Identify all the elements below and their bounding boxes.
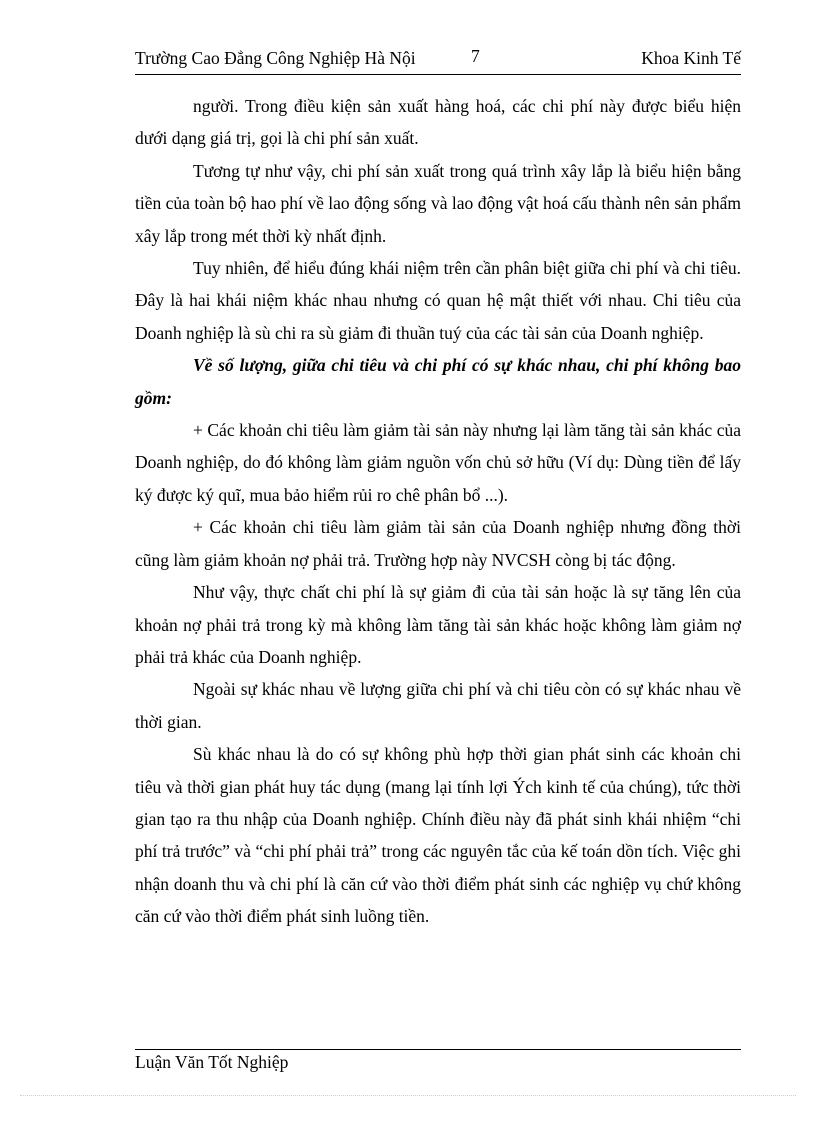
- page-header: [135, 48, 741, 75]
- paragraph: Tuy nhiên, để hiểu đúng khái niệm trên cần phân biệt giữa chi phí và chi tiêu. Đây là hai khái niệm khác nhau nhưng có quan hệ mật thiết với nhau. Chi tiêu của Doanh nghiệp là sù chi ra sù giảm đi thuần tuý của các tài sản của Doanh nghiệp.: [135, 258, 741, 343]
- header-school: Trường Cao Đẳng Công Nghiệp Hà Nội: [135, 48, 416, 68]
- paragraph: Như vậy, thực chất chi phí là sự giảm đi của tài sản hoặc là sự tăng lên của khoản nợ phải trả trong kỳ mà không làm tăng tài sản khác hoặc không làm giảm nợ phải trả khác của Doanh nghiệp.: [135, 582, 741, 667]
- header-faculty: Khoa Kinh Tế: [641, 48, 741, 68]
- list-item: + Các khoản chi tiêu làm giảm tài sản của Doanh nghiệp nhưng đồng thời cũng làm giảm khoản nợ phải trả. Trường hợp này NVCSH còng bị tác động.: [135, 517, 741, 570]
- page-number: 7: [471, 46, 480, 66]
- paragraph: Tương tự như vậy, chi phí sản xuất trong quá trình xây lắp là biểu hiện bằng tiền của toàn bộ hao phí về lao động sống và lao động vật hoá cấu thành nên sản phẩm xây lắp trong mét thời kỳ nhất định.: [135, 160, 741, 246]
- paragraph-continued: người. Trong điều kiện sản xuất hàng hoá, các chi phí này được biểu hiện dưới dạng giá trị, gọi là chi phí sản xuất.: [135, 96, 741, 149]
- paragraph: Ngoài sự khác nhau về lượng giữa chi phí và chi tiêu còn có sự khác nhau về thời gian.: [135, 679, 741, 732]
- page-edge-divider: [20, 1095, 796, 1096]
- list-item: + Các khoản chi tiêu làm giảm tài sản này nhưng lại làm tăng tài sản khác của Doanh nghiệp, do đó không làm giảm nguồn vốn chủ sở hữu (Ví dụ: Dùng tiền để lấy ký được ký quĩ, mua bảo hiểm rủi ro chê phân bổ ...).: [135, 420, 741, 505]
- paragraph: Sù khác nhau là do có sự không phù hợp thời gian phát sinh các khoản chi tiêu và thời gian phát huy tác dụng (mang lại tính lợi Ých kinh tế của chúng), tức thời gian tạo ra thu nhập của Doanh nghiệp. Chính điều này đã phát sinh khái nhiệm “chi phí trả trước” và “chi phí phải trả” trong các nguyên tắc của kế toán dồn tích. Việc ghi nhận doanh thu và chi phí là căn cứ vào thời điểm phát sinh các nghiệp vụ chứ không căn cứ vào thời điểm phát sinh luồng tiền.: [135, 744, 741, 927]
- document-body: [135, 90, 741, 933]
- emphasized-heading: Về số lượng, giữa chi tiêu và chi phí có sự khác nhau, chi phí không bao gồm:: [135, 355, 741, 408]
- page-footer: Luận Văn Tốt Nghiệp: [135, 1052, 289, 1072]
- footer-divider: [135, 1049, 741, 1050]
